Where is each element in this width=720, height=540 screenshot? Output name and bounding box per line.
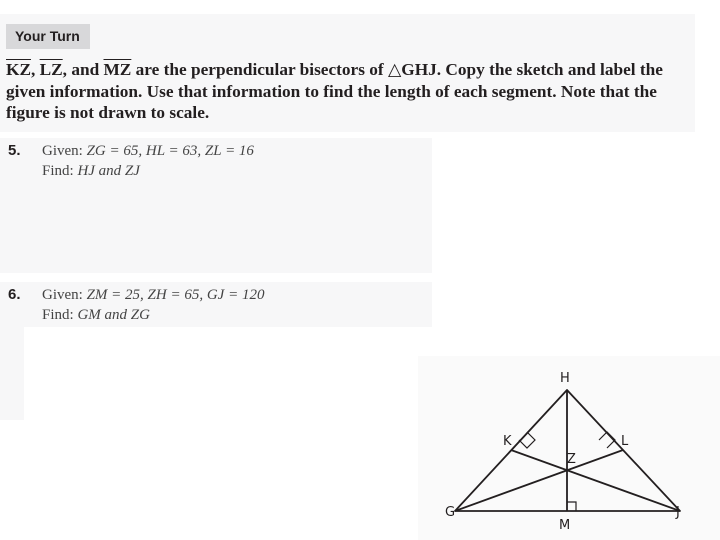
separator-and: , and [62,60,104,79]
label-g: G [445,505,456,520]
find-label: Find: [42,307,78,323]
label-l: L [621,434,629,449]
your-turn-badge: Your Turn [6,24,90,49]
find-values: GM and ZG [77,307,150,323]
problem-number: 5. [8,142,21,159]
segment-lz: $\overline{LZ}$ [39,60,63,79]
problem-number: 6. [8,286,21,303]
label-m: M [559,518,571,533]
given-label: Given: [42,143,87,159]
find-label: Find: [42,163,78,179]
segment-kz: $\overline{KZ}$ [6,60,31,79]
given-values: ZM = 25, ZH = 65, GJ = 120 [86,287,265,303]
given-label: Given: [42,287,87,303]
find-values: HJ and ZJ [77,163,140,179]
label-j: J [676,505,680,520]
label-z: Z [567,452,576,467]
label-k: K [503,434,512,449]
separator-1: , [30,60,40,79]
instructions-body: are the perpendicular bisectors of △GHJ. Copy the sketch and label the given information. Use that information to find the length of each segment. Note that the figure is not drawn to scale. [6,60,663,122]
segment-mz: $\overline{MZ}$ [103,60,132,79]
label-h: H [560,371,570,386]
given-values: ZG = 65, HL = 63, ZL = 16 [86,143,254,159]
right-angle-mark-m [567,502,576,511]
